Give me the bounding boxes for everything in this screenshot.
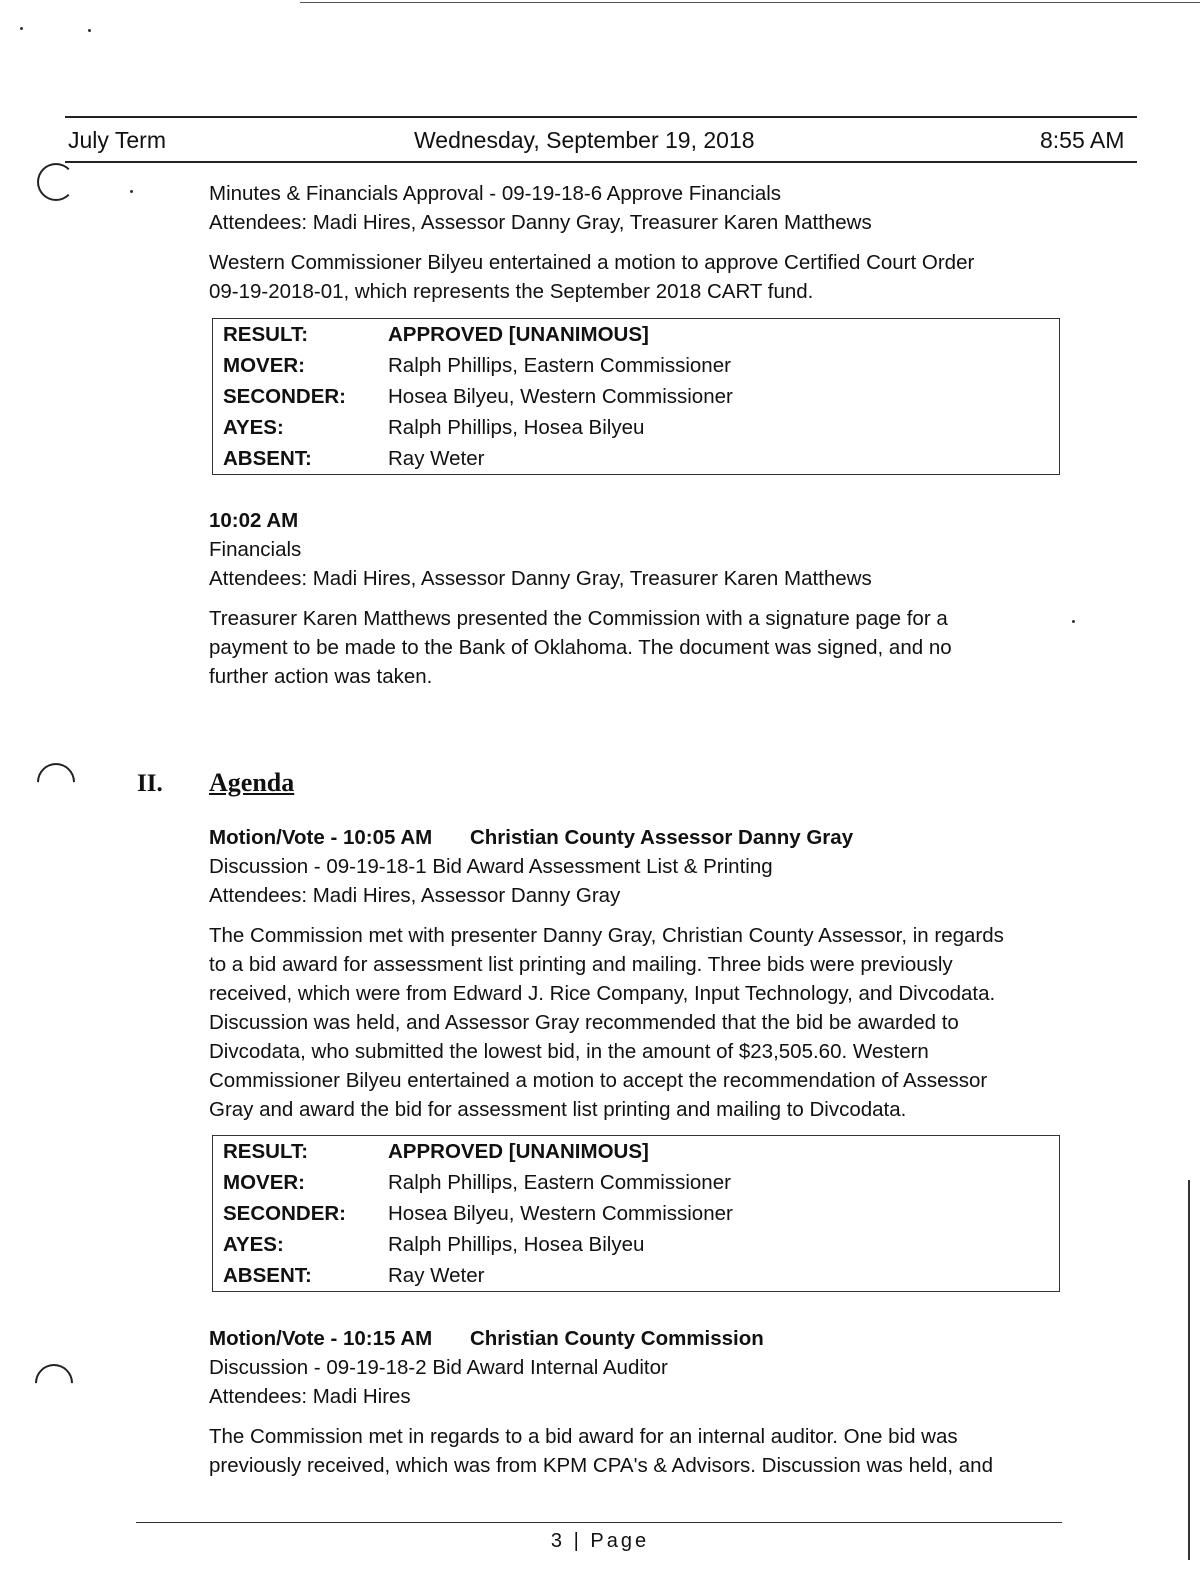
page-number: 3 — [550, 1530, 566, 1552]
page-separator: | — [573, 1530, 582, 1552]
vote-row — [213, 1167, 1059, 1198]
vote-row — [213, 1198, 1059, 1229]
item-attendees: Attendees: Madi Hires — [209, 1385, 411, 1408]
vote-key: AYES: — [223, 1233, 284, 1256]
item-title: Minutes & Financials Approval - 09-19-18-6 Approve Financials — [209, 182, 782, 205]
item-text-line: Western Commissioner Bilyeu entertained a motion to approve Certified Court Order — [209, 251, 975, 274]
header-time: 8:55 AM — [1040, 127, 1125, 153]
item-title: Financials — [209, 538, 302, 561]
item-attendees: Attendees: Madi Hires, Assessor Danny Gray — [209, 884, 621, 907]
item-text-line: received, which were from Edward J. Rice Company, Input Technology, and Divcodata. — [209, 982, 996, 1005]
vote-row — [213, 1229, 1059, 1260]
vote-value: Ralph Phillips, Eastern Commissioner — [388, 354, 731, 377]
item-text-line: payment to be made to the Bank of Oklahoma. The document was signed, and no — [209, 636, 952, 659]
vote-key: RESULT: — [223, 1140, 309, 1163]
header-term: July Term — [68, 127, 166, 153]
vote-key: ABSENT: — [223, 1264, 312, 1287]
vote-value: APPROVED [UNANIMOUS] — [388, 1140, 649, 1163]
item-attendees: Attendees: Madi Hires, Assessor Danny Gray, Treasurer Karen Matthews — [209, 567, 872, 590]
punch-hole-mark — [29, 755, 83, 809]
vote-value: APPROVED [UNANIMOUS] — [388, 323, 649, 346]
item-discussion: Discussion - 09-19-18-1 Bid Award Assessment List & Printing — [209, 855, 773, 878]
vote-result-table — [212, 318, 1060, 475]
punch-hole-mark — [27, 1356, 81, 1410]
assessment-list-item — [209, 823, 1069, 1124]
vote-key: MOVER: — [223, 1171, 305, 1194]
item-discussion: Discussion - 09-19-18-2 Bid Award Internal Auditor — [209, 1356, 668, 1379]
vote-row — [213, 412, 1059, 443]
vote-value: Ralph Phillips, Eastern Commissioner — [388, 1171, 731, 1194]
item-text-line: Discussion was held, and Assessor Gray recommended that the bid be awarded to — [209, 1011, 959, 1034]
vote-value: Hosea Bilyeu, Western Commissioner — [388, 1202, 733, 1225]
page-label: Page — [590, 1530, 650, 1552]
header-date: Wednesday, September 19, 2018 — [414, 127, 755, 153]
item-time: 10:02 AM — [209, 509, 299, 532]
item-text-line: previously received, which was from KPM CPA's & Advisors. Discussion was held, and — [209, 1454, 993, 1477]
scan-speck — [88, 29, 91, 32]
vote-key: SECONDER: — [223, 385, 347, 408]
motion-presenter: Christian County Commission — [469, 1327, 764, 1350]
vote-value: Ray Weter — [388, 447, 485, 470]
punch-hole-mark — [37, 163, 75, 201]
vote-row — [213, 1260, 1059, 1291]
vote-value: Ralph Phillips, Hosea Bilyeu — [388, 1233, 645, 1256]
motion-label: Motion/Vote - 10:05 AM — [209, 826, 433, 849]
scan-speck — [130, 190, 133, 193]
item-text-line: Commissioner Bilyeu entertained a motion to accept the recommendation of Assessor — [209, 1069, 988, 1092]
vote-key: SECONDER: — [223, 1202, 347, 1225]
vote-row — [213, 381, 1059, 412]
item-text-line: Gray and award the bid for assessment list printing and mailing to Divcodata. — [209, 1098, 907, 1121]
item-text-line: The Commission met in regards to a bid award for an internal auditor. One bid was — [209, 1425, 958, 1448]
right-edge-line — [1188, 1180, 1190, 1560]
vote-value: Ray Weter — [388, 1264, 485, 1287]
top-edge-line — [300, 2, 1200, 3]
section-numeral: II. — [137, 770, 163, 797]
motion-header — [209, 1324, 1069, 1353]
scan-speck — [1072, 620, 1075, 623]
motion-header — [209, 823, 1069, 852]
vote-row — [213, 319, 1059, 350]
header-top-rule — [65, 116, 1137, 118]
section-title: Agenda — [209, 768, 295, 797]
vote-key: RESULT: — [223, 323, 309, 346]
item-text-line: The Commission met with presenter Danny Gray, Christian County Assessor, in regards — [209, 924, 1004, 947]
footer-rule — [136, 1522, 1062, 1523]
motion-presenter: Christian County Assessor Danny Gray — [469, 826, 854, 849]
item-text-line: to a bid award for assessment list printing and mailing. Three bids were previously — [209, 953, 953, 976]
vote-row — [213, 350, 1059, 381]
financials-approval-item — [209, 179, 1069, 306]
vote-key: AYES: — [223, 416, 284, 439]
page-footer — [0, 1530, 1200, 1553]
vote-row — [213, 443, 1059, 474]
vote-key: MOVER: — [223, 354, 305, 377]
vote-result-table — [212, 1135, 1060, 1292]
financials-item — [209, 506, 1069, 691]
vote-value: Ralph Phillips, Hosea Bilyeu — [388, 416, 645, 439]
item-text-line: Divcodata, who submitted the lowest bid, in the amount of $23,505.60. Western — [209, 1040, 929, 1063]
vote-key: ABSENT: — [223, 447, 312, 470]
header-bottom-rule — [65, 161, 1137, 163]
internal-auditor-item — [209, 1324, 1069, 1480]
vote-row — [213, 1136, 1059, 1167]
item-text-line: 09-19-2018-01, which represents the September 2018 CART fund. — [209, 280, 814, 303]
vote-value: Hosea Bilyeu, Western Commissioner — [388, 385, 733, 408]
item-text-line: further action was taken. — [209, 665, 433, 688]
motion-label: Motion/Vote - 10:15 AM — [209, 1327, 433, 1350]
item-text-line: Treasurer Karen Matthews presented the Commission with a signature page for a — [209, 607, 948, 630]
item-attendees: Attendees: Madi Hires, Assessor Danny Gray, Treasurer Karen Matthews — [209, 211, 872, 234]
scan-speck — [20, 27, 23, 30]
